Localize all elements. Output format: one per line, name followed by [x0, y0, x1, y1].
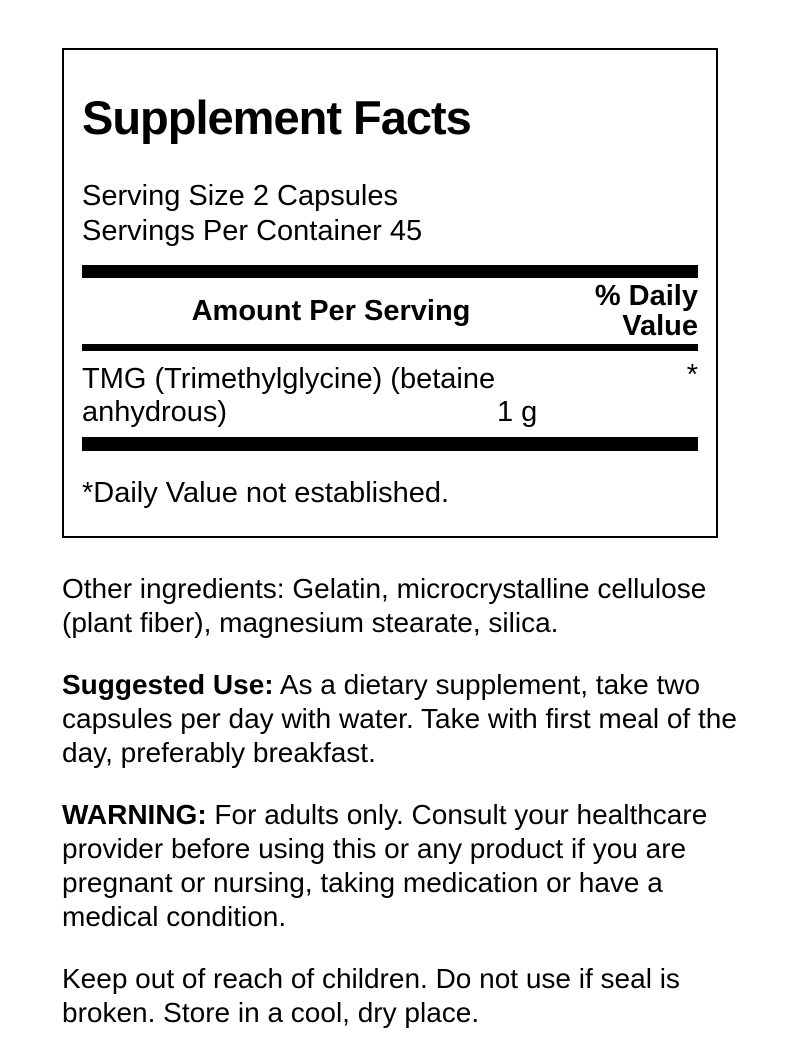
- warning-label: WARNING:: [62, 799, 207, 830]
- amount-per-serving-header: Amount Per Serving: [191, 294, 471, 327]
- warning-text: For adults only. Consult your healthcare provider before using this or any product if you are pregnant or nursing, taking medication or have a medical condition.: [62, 799, 708, 932]
- nutrient-name: TMG (Trimethylglycine) (betaine anhydrous): [82, 363, 496, 428]
- daily-value-header: % Daily Value: [594, 280, 698, 342]
- daily-value-footnote: *Daily Value not established.: [82, 477, 450, 509]
- nutrient-amount: 1 g: [497, 396, 538, 428]
- suggested-use-text: As a dietary supplement, take two capsules per day with water. Take with first meal of the day, preferably breakfast.: [62, 669, 737, 768]
- other-ingredients-paragraph: Other ingredients: Gelatin, microcrystalline cellulose (plant fiber), magnesium stearate, silica.: [62, 573, 707, 638]
- label-details: [62, 572, 762, 1058]
- thick-divider-bottom: [82, 437, 698, 451]
- serving-size: Serving Size 2 Capsules: [82, 180, 398, 212]
- supplement-facts-panel: [62, 48, 718, 538]
- supplement-facts-title: Supplement Facts: [82, 91, 471, 144]
- warning-paragraph: [62, 798, 762, 934]
- suggested-use-paragraph: [62, 668, 762, 770]
- thick-divider-top: [82, 265, 698, 278]
- suggested-use-label: Suggested Use:: [62, 669, 274, 700]
- serving-info: [82, 179, 698, 249]
- nutrient-row: [82, 351, 698, 437]
- facts-header-row: [82, 278, 698, 344]
- nutrient-daily-value: *: [686, 359, 698, 391]
- storage-paragraph: Keep out of reach of children. Do not use if seal is broken. Store in a cool, dry place.: [62, 963, 680, 1028]
- thin-divider: [82, 344, 698, 351]
- servings-per-container: Servings Per Container 45: [82, 215, 423, 247]
